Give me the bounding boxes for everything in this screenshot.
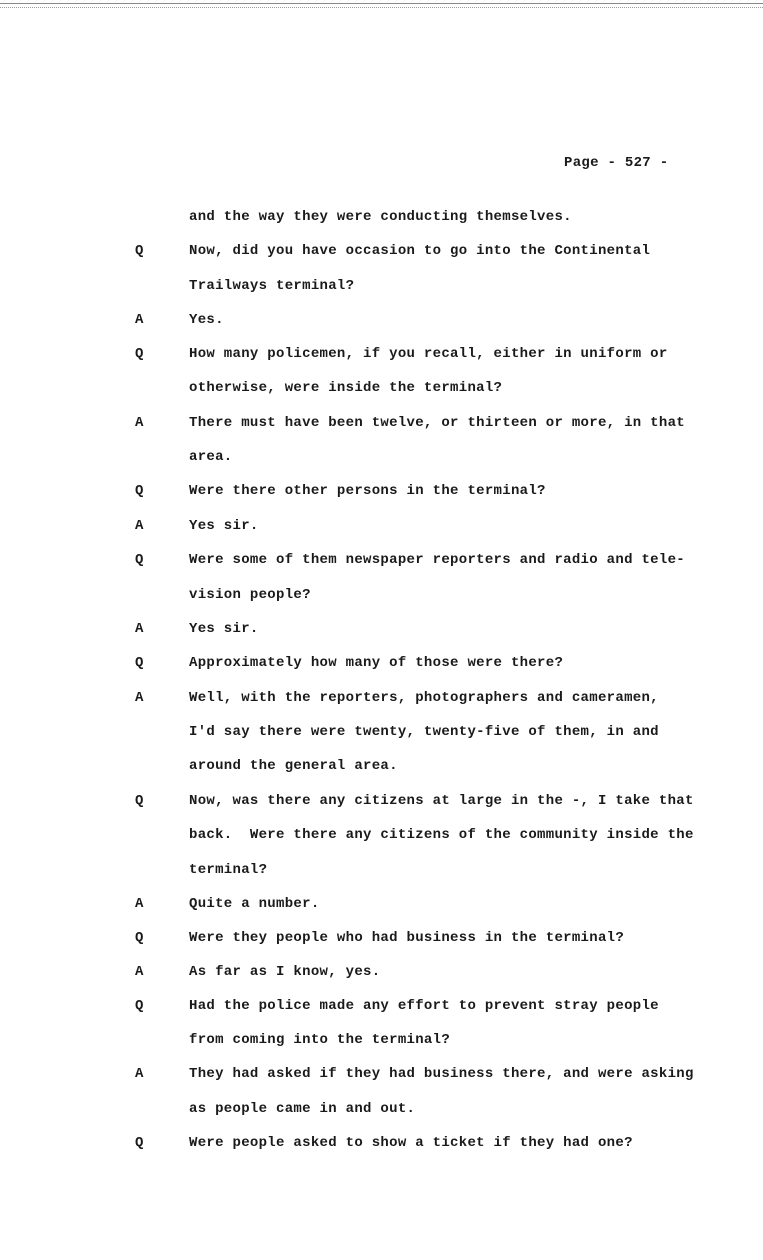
speaker-label: Q	[135, 1135, 144, 1151]
line-text: How many policemen, if you recall, either in uniform or	[189, 346, 668, 362]
speaker-label: Q	[135, 552, 144, 568]
line-text: terminal?	[189, 862, 268, 878]
line-text: from coming into the terminal?	[189, 1032, 451, 1048]
line-text: Now, was there any citizens at large in the -, I take that	[189, 793, 694, 809]
speaker-label: Q	[135, 655, 144, 671]
speaker-label: A	[135, 964, 144, 980]
line-text: They had asked if they had business there, and were asking	[189, 1066, 694, 1082]
line-text: Yes.	[189, 312, 224, 328]
line-text: Yes sir.	[189, 518, 259, 534]
speaker-label: Q	[135, 346, 144, 362]
line-text: Were there other persons in the terminal?	[189, 483, 546, 499]
speaker-label: A	[135, 518, 144, 534]
top-border-line	[0, 3, 763, 8]
page-number: Page - 527 -	[564, 155, 669, 171]
line-text: Well, with the reporters, photographers and cameramen,	[189, 690, 659, 706]
line-text: back. Were there any citizens of the community inside the	[189, 827, 694, 843]
line-text: area.	[189, 449, 233, 465]
line-text: Now, did you have occasion to go into the Continental	[189, 243, 651, 259]
speaker-label: A	[135, 690, 144, 706]
line-text: Approximately how many of those were there?	[189, 655, 564, 671]
line-text: Yes sir.	[189, 621, 259, 637]
line-text: vision people?	[189, 587, 311, 603]
line-text: around the general area.	[189, 758, 398, 774]
line-text: As far as I know, yes.	[189, 964, 381, 980]
line-text: Were some of them newspaper reporters and radio and tele-	[189, 552, 685, 568]
speaker-label: A	[135, 415, 144, 431]
speaker-label: A	[135, 1066, 144, 1082]
speaker-label: A	[135, 896, 144, 912]
line-text: Were they people who had business in the terminal?	[189, 930, 625, 946]
line-text: and the way they were conducting themselves.	[189, 209, 572, 225]
speaker-label: Q	[135, 998, 144, 1014]
speaker-label: Q	[135, 793, 144, 809]
speaker-label: Q	[135, 930, 144, 946]
speaker-label: A	[135, 312, 144, 328]
line-text: as people came in and out.	[189, 1101, 416, 1117]
line-text: Were people asked to show a ticket if they had one?	[189, 1135, 633, 1151]
line-text: Quite a number.	[189, 896, 320, 912]
line-text: There must have been twelve, or thirteen or more, in that	[189, 415, 685, 431]
line-text: Had the police made any effort to prevent stray people	[189, 998, 659, 1014]
line-text: Trailways terminal?	[189, 278, 355, 294]
speaker-label: Q	[135, 243, 144, 259]
speaker-label: A	[135, 621, 144, 637]
speaker-label: Q	[135, 483, 144, 499]
line-text: otherwise, were inside the terminal?	[189, 380, 503, 396]
line-text: I'd say there were twenty, twenty-five of them, in and	[189, 724, 659, 740]
